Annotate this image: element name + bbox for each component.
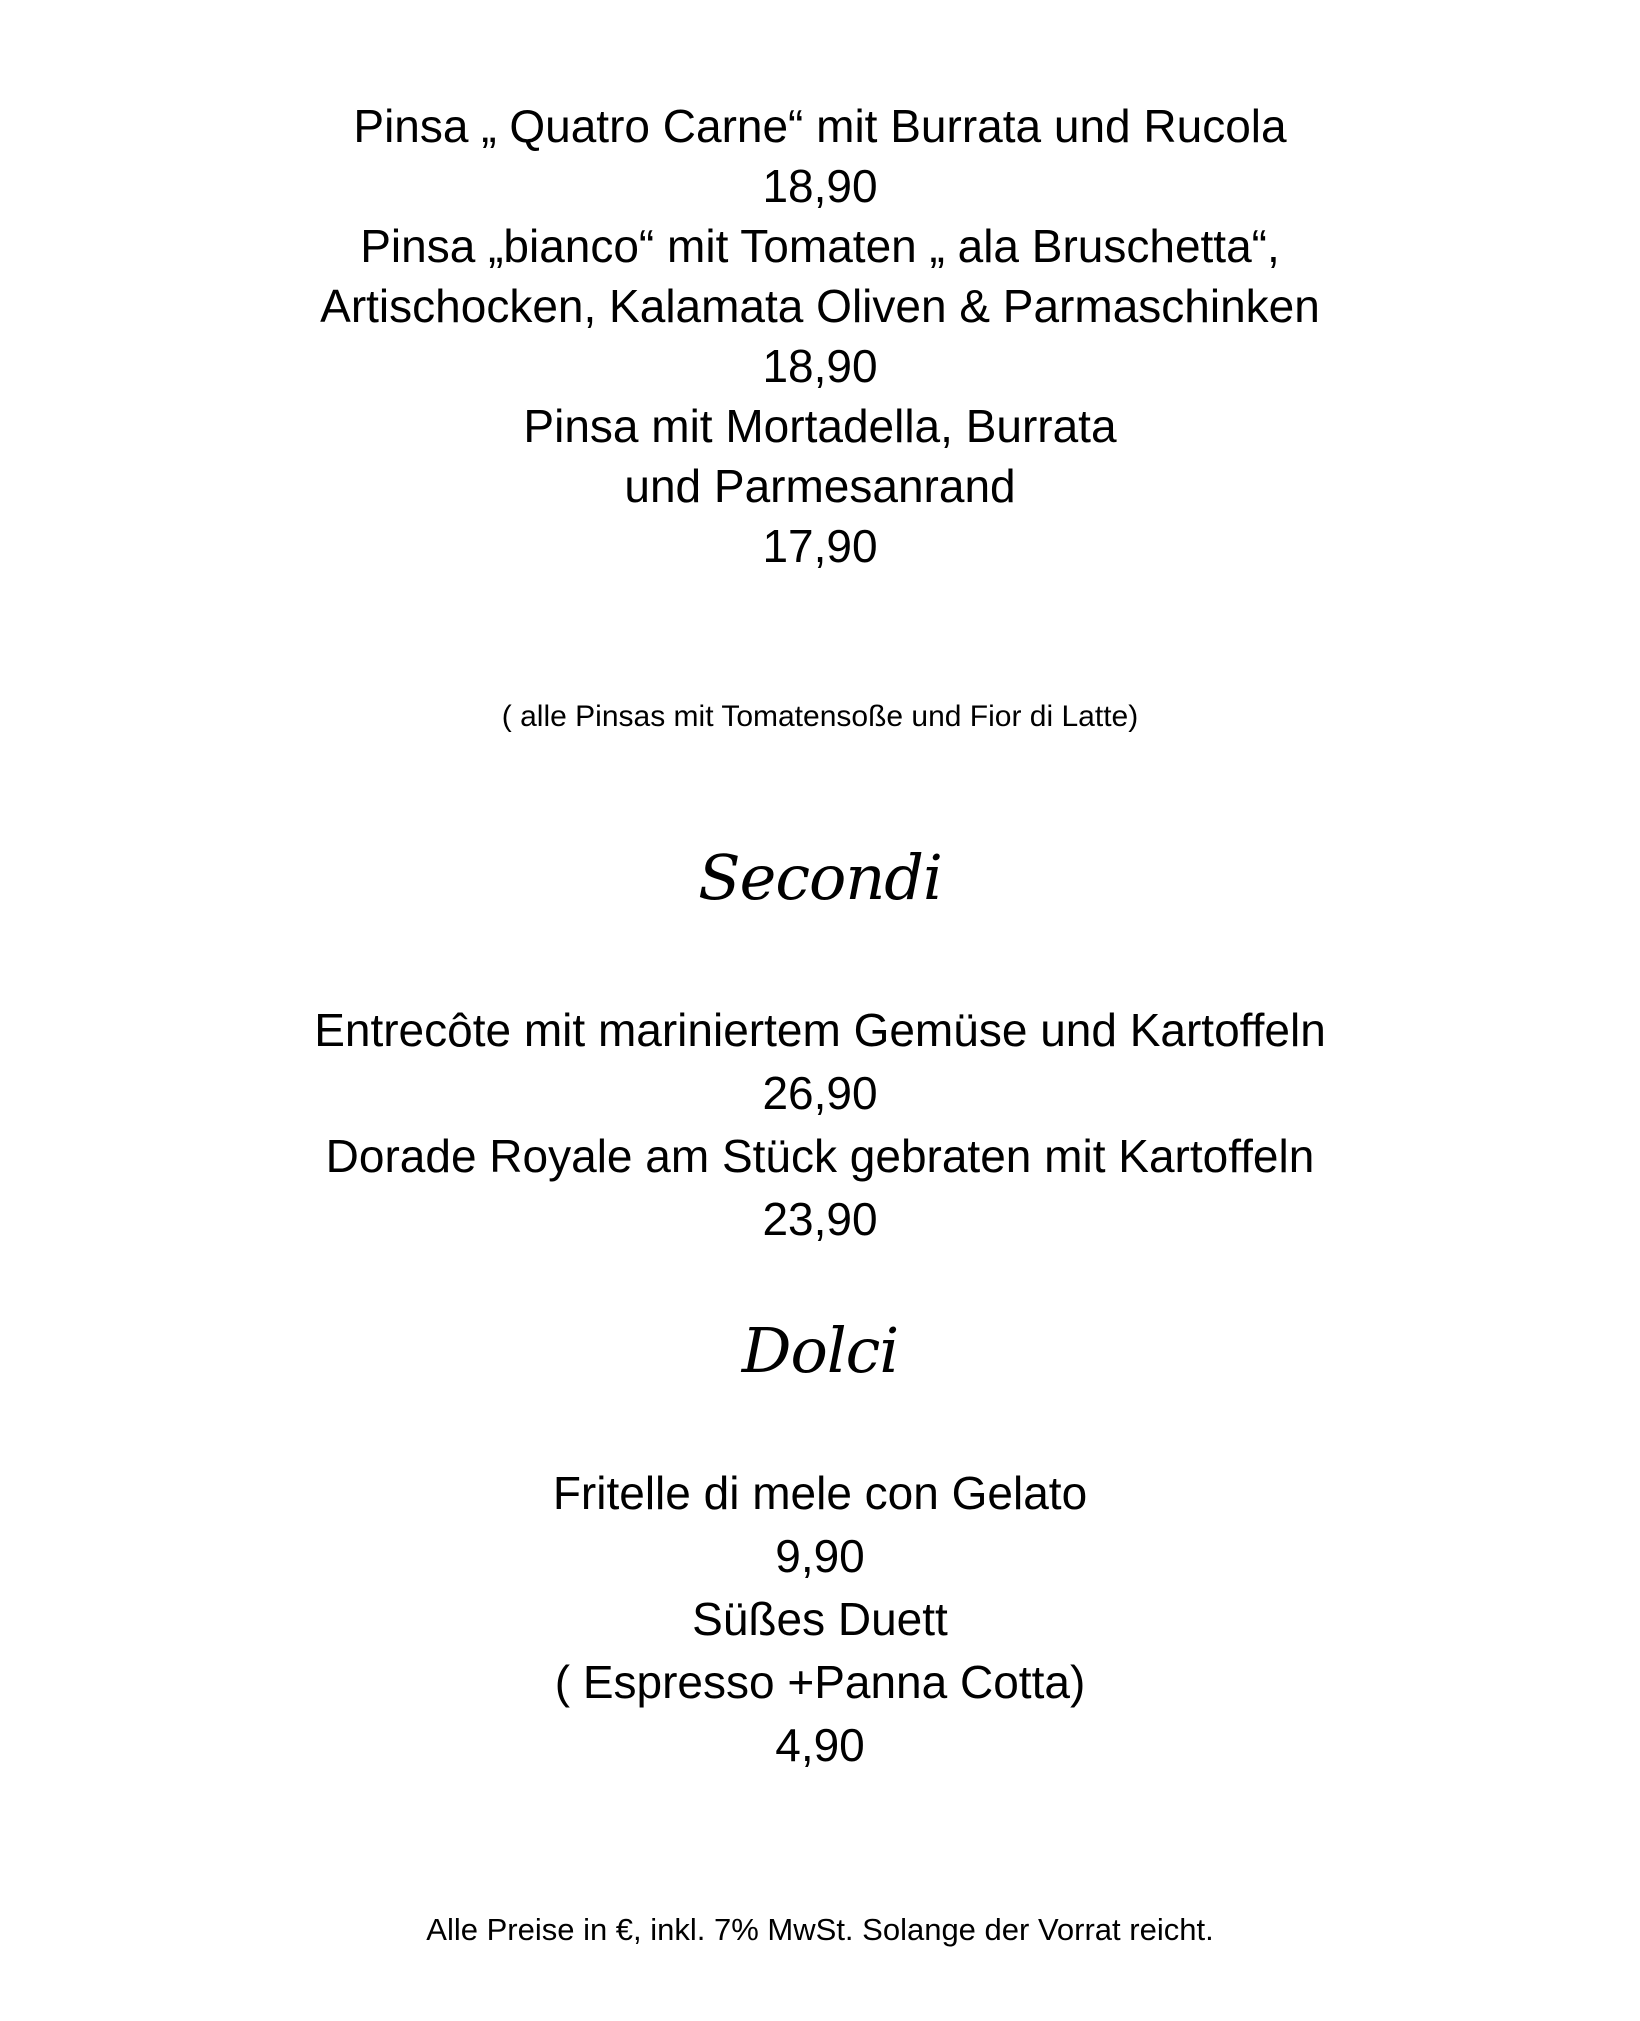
section-heading-dolci: Dolci (741, 1314, 899, 1387)
footer-price-note: Alle Preise in €, inkl. 7% MwSt. Solange der Vorrat reicht. (426, 1912, 1214, 1947)
menu-item-price: 17,90 (762, 520, 878, 572)
menu-item-name: Pinsa „bianco“ mit Tomaten „ ala Bruschetta“, (360, 220, 1280, 272)
menu-item-name: und Parmesanrand (624, 460, 1016, 512)
menu-item-name: Pinsa „ Quatro Carne“ mit Burrata und Rucola (353, 100, 1287, 152)
pinsa-note: ( alle Pinsas mit Tomatensoße und Fior di Latte) (501, 700, 1139, 733)
menu-item-name: Artischocken, Kalamata Oliven & Parmaschinken (320, 280, 1320, 332)
menu-item-name: Entrecôte mit mariniertem Gemüse und Kartoffeln (314, 1004, 1326, 1056)
menu-item-name: Pinsa mit Mortadella, Burrata (523, 400, 1117, 452)
menu-item-price: 18,90 (762, 340, 878, 392)
menu-item-name: Fritelle di mele con Gelato (552, 1467, 1088, 1519)
menu-item-name: Dorade Royale am Stück gebraten mit Kartoffeln (325, 1130, 1315, 1182)
section-heading-secondi: Secondi (698, 841, 942, 914)
menu-item-detail: ( Espresso +Panna Cotta) (554, 1656, 1086, 1708)
menu-item-price: 26,90 (762, 1067, 878, 1119)
menu-item-price: 4,90 (775, 1719, 865, 1771)
menu-item-name: Süßes Duett (692, 1593, 948, 1645)
menu-item-price: 18,90 (762, 160, 878, 212)
menu-item-price: 23,90 (762, 1193, 878, 1245)
menu-item-price: 9,90 (775, 1530, 865, 1582)
